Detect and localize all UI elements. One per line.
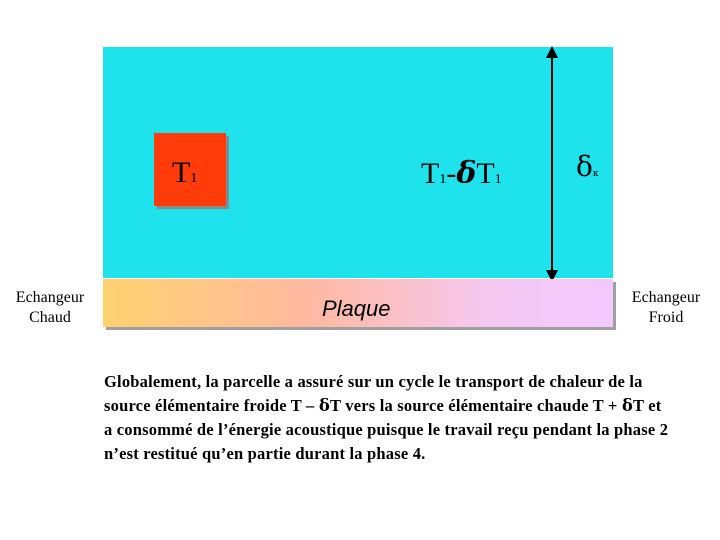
thickness-arrow <box>540 44 564 284</box>
parcel-temperature-label: T1 <box>172 156 198 189</box>
hot-exchanger-label: Echangeur Chaud <box>15 289 85 326</box>
neighbor-temperature-label: T1-δT1 <box>421 156 502 191</box>
plate-label: Plaque <box>322 296 391 321</box>
cold-exchanger-label: Echangeur Froid <box>631 289 701 326</box>
thickness-label: δκ <box>576 150 599 183</box>
conclusion-text: Globalement, la parcelle a assuré sur un cycle le transport de chaleur de la source élémentaire froide T – δT vers la source élémentaire chaude T + δT et a consommé de l’énergie acoustique puisque le travail reçu pendant la phase 2 n’est restitué qu’en partie durant la phase 4. <box>104 372 669 463</box>
